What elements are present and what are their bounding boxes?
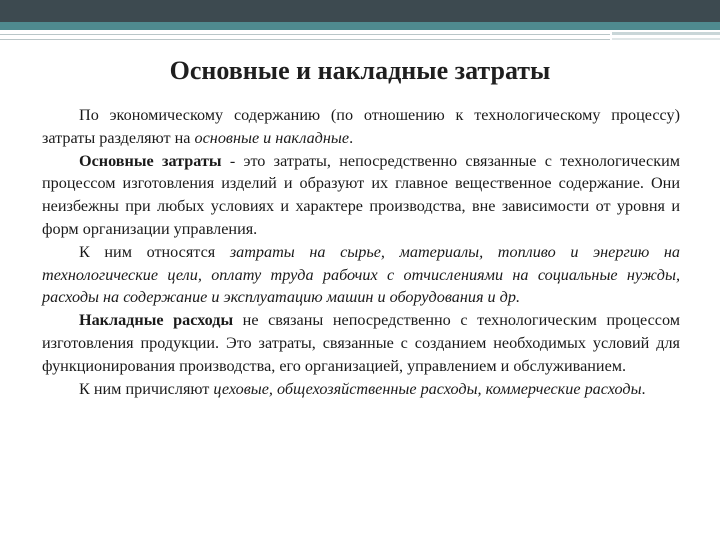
main-costs-term: Основные затраты (79, 151, 222, 170)
header-accent-line (0, 22, 720, 30)
slide-title: Основные и накладные затраты (169, 56, 551, 85)
slide-body (42, 104, 680, 400)
overhead-term: Накладные расходы (79, 311, 234, 330)
paragraph-overhead-list (42, 378, 680, 401)
decorative-line (0, 39, 610, 40)
overhead-list: цеховые, общехозяйственные расходы, коммерческие расходы (213, 379, 642, 398)
paragraph-intro (42, 104, 680, 150)
overhead-definition: не связаны непосредственно с технологическим процессом изготовления продукции. Это затраты, связанные с созданием необходимых условий для функционирования производства, его организацией, управлением и обслуживанием. (42, 311, 680, 375)
paragraph-main-costs (42, 150, 680, 241)
header-bar (0, 0, 720, 22)
intro-period: . (349, 128, 354, 147)
overhead-list-period: . (641, 379, 646, 398)
main-costs-list-lead: К ним относятся (79, 242, 230, 261)
paragraph-overhead (42, 309, 680, 377)
intro-text: По экономическому содержанию (по отношению к технологическому процессу) затраты разделяют на (42, 106, 680, 147)
decorative-line (612, 38, 720, 40)
main-costs-list: затраты на сырье, материалы, топливо и энергию на технологические цели, оплату труда рабочих с отчислениями на социальные нужды, расходы на содержание и эксплуатацию машин и оборудования и др. (42, 242, 681, 307)
overhead-list-lead: К ним причисляют (79, 379, 214, 398)
decorative-line (612, 32, 720, 35)
intro-emphasis: основные и накладные (194, 128, 350, 147)
decorative-line (0, 34, 610, 35)
paragraph-main-costs-list (42, 241, 680, 309)
main-costs-definition: - это затраты, непосредственно связанные с технологическим процессом изготовления изделий и образуют их главное вещественное содержание. Они неизбежны при любых условиях и характере производства, вне зависимости от уровня и форм организации управления. (42, 151, 680, 238)
